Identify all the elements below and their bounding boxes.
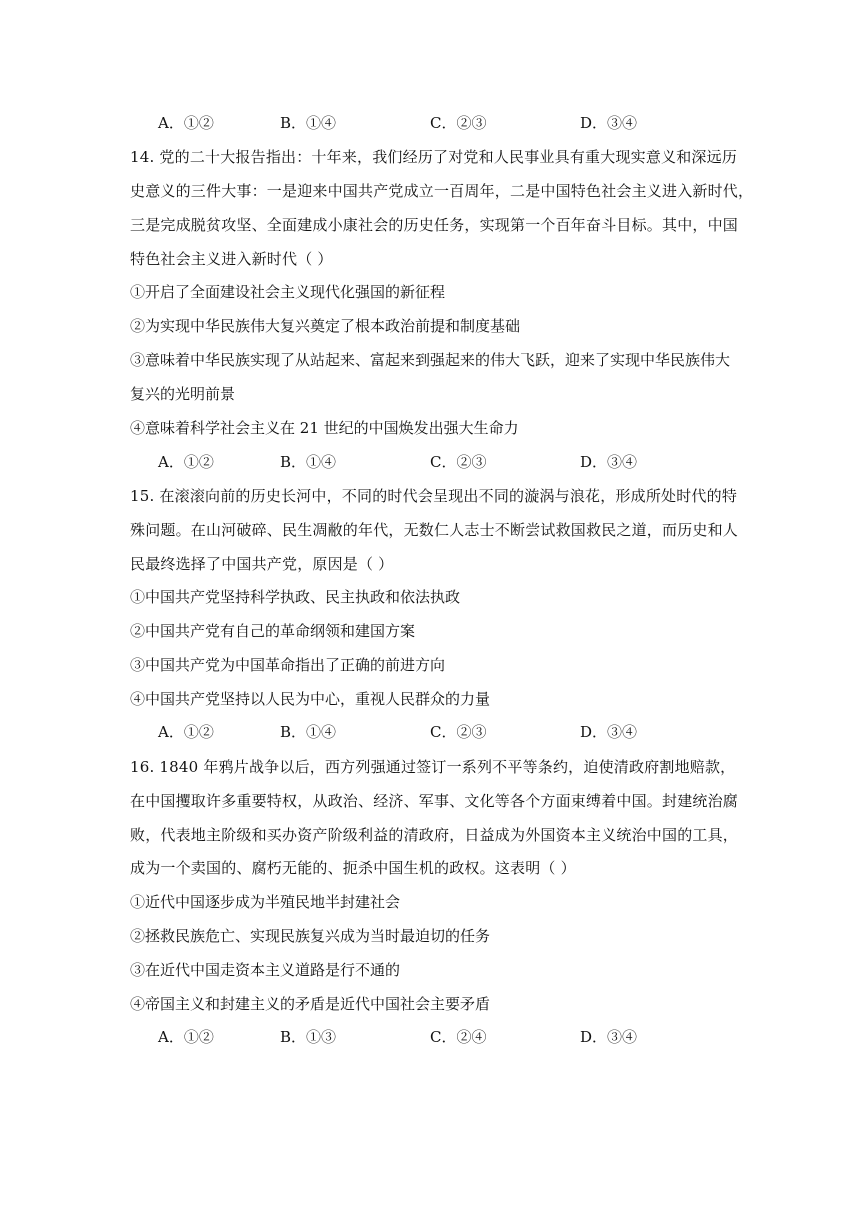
q15-options [158, 722, 718, 744]
q14-stem-line-4: 特色社会主义进入新时代（ ） [130, 250, 333, 268]
q15-stem-line-1: 15. 在滚滚向前的历史长河中，不同的时代会呈现出不同的漩涡与浪花，形成所处时代的特 [130, 487, 738, 505]
q15-option-d: D．③④ [580, 723, 638, 741]
q14-options [158, 452, 718, 474]
q15-stem-line-2: 殊问题。在山河破碎、民生凋敝的年代，无数仁人志士不断尝试救国救民之道，而历史和人 [130, 521, 739, 539]
q13-option-d: D．③④ [580, 114, 638, 132]
q16-stem-line-1: 16. 1840 年鸦片战争以后，西方列强通过签订一系列不平等条约，迫使清政府割地赔款， [130, 758, 736, 776]
q15-item-2: ②中国共产党有自己的革命纲领和建国方案 [130, 622, 416, 640]
q15-option-b: B．①④ [280, 723, 337, 741]
q14-item-3: ③意味着中华民族实现了从站起来、富起来到强起来的伟大飞跃，迎来了实现中华民族伟大 [130, 351, 731, 369]
q16-item-1: ①近代中国逐步成为半殖民地半封建社会 [130, 893, 401, 911]
q15-item-3: ③中国共产党为中国革命指出了正确的前进方向 [130, 656, 446, 674]
q16-option-b: B．①③ [280, 1028, 337, 1046]
q14-option-b: B．①④ [280, 453, 337, 471]
q14-stem-line-3: 三是完成脱贫攻坚、全面建成小康社会的历史任务，实现第一个百年奋斗目标。其中，中国 [130, 216, 739, 234]
q16-item-4: ④帝国主义和封建主义的矛盾是近代中国社会主要矛盾 [130, 995, 491, 1013]
q14-item-2: ②为实现中华民族伟大复兴奠定了根本政治前提和制度基础 [130, 317, 521, 335]
q14-item-4: ④意味着科学社会主义在 21 世纪的中国焕发出强大生命力 [130, 419, 519, 437]
q16-stem-line-2: 在中国攫取许多重要特权，从政治、经济、军事、文化等各个方面束缚着中国。封建统治腐 [130, 792, 739, 810]
q14-stem-line-2: 史意义的三件大事：一是迎来中国共产党成立一百周年，二是中国特色社会主义进入新时代， [130, 182, 754, 200]
q16-stem-line-3: 败，代表地主阶级和买办资产阶级利益的清政府，日益成为外国资本主义统治中国的工具， [130, 826, 739, 844]
q13-option-b: B．①④ [280, 114, 337, 132]
q14-option-a: A．①② [158, 453, 214, 471]
q16-option-c: C．②④ [430, 1028, 487, 1046]
q15-option-a: A．①② [158, 723, 214, 741]
q16-option-d: D．③④ [580, 1028, 638, 1046]
q15-option-c: C．②③ [430, 723, 487, 741]
q15-item-1: ①中国共产党坚持科学执政、民主执政和依法执政 [130, 588, 461, 606]
q14-stem-line-1: 14. 党的二十大报告指出：十年来，我们经历了对党和人民事业具有重大现实意义和深远历 [130, 148, 738, 166]
q16-option-a: A．①② [158, 1028, 214, 1046]
q14-option-d: D．③④ [580, 453, 638, 471]
q14-item-1: ①开启了全面建设社会主义现代化强国的新征程 [130, 283, 446, 301]
q16-item-2: ②拯救民族危亡、实现民族复兴成为当时最迫切的任务 [130, 927, 491, 945]
q16-item-3: ③在近代中国走资本主义道路是行不通的 [130, 961, 401, 979]
q16-options [158, 1027, 718, 1049]
q15-stem-line-3: 民最终选择了中国共产党，原因是（ ） [130, 555, 394, 573]
q15-item-4: ④中国共产党坚持以人民为中心，重视人民群众的力量 [130, 690, 491, 708]
q14-option-c: C．②③ [430, 453, 487, 471]
q13-options [158, 113, 718, 135]
q13-option-a: A．①② [158, 114, 214, 132]
q16-stem-line-4: 成为一个卖国的、腐朽无能的、扼杀中国生机的政权。这表明（ ） [130, 859, 576, 877]
q14-item-3-cont: 复兴的光明前景 [130, 385, 236, 403]
q13-option-c: C．②③ [430, 114, 487, 132]
